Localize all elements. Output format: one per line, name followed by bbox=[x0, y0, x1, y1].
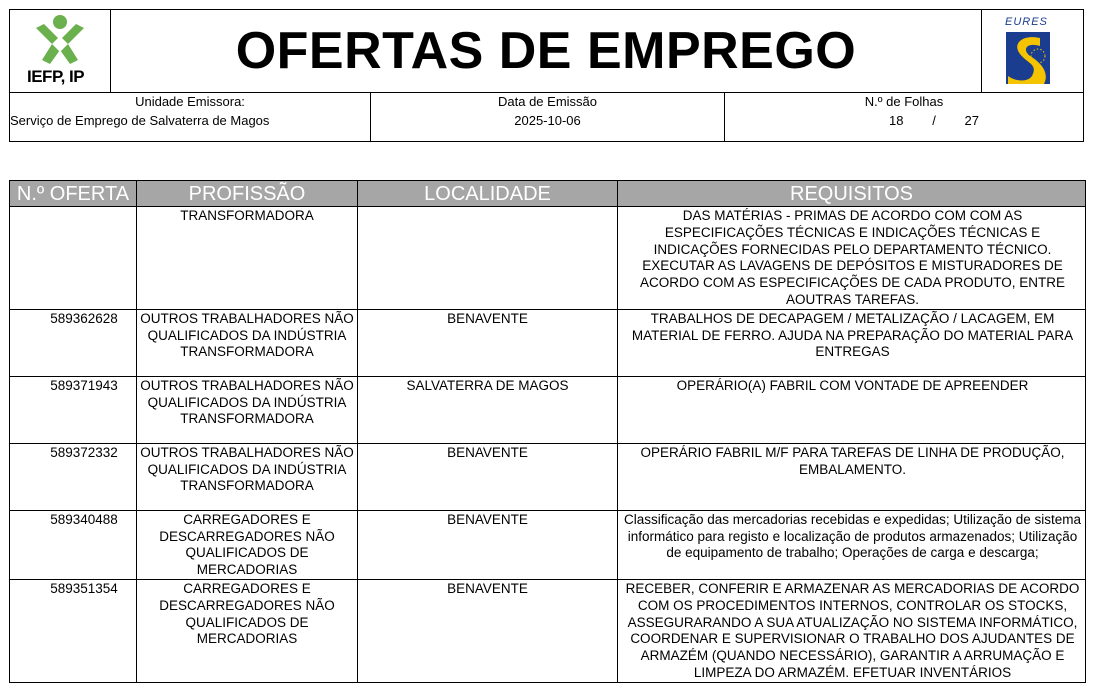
requisitos: DAS MATÉRIAS - PRIMAS DE ACORDO COM COM AS ESPECIFICAÇÕES TÉCNICAS E INDICAÇÕES TÉCNICAS E INDICAÇÕES FORNECIDAS PELO DEPARTAMENTO TÉCNICO. EXECUTAR AS LAVAGENS DE DEPÓSITOS E MISTURADORES DE ACORDO COM AS ESPECIFICAÇÕES DE CADA PRODUTO, ENTRE AOUTRAS TAREFAS. bbox=[618, 207, 1086, 310]
header-top-row bbox=[10, 10, 1083, 93]
folhas-separator: / bbox=[932, 113, 936, 128]
requisitos: OPERÁRIO FABRIL M/F PARA TAREFAS DE LINHA DE PRODUÇÃO, EMBALAMENTO. bbox=[618, 443, 1086, 510]
oferta-number: 589372332 bbox=[10, 443, 137, 510]
table-row bbox=[10, 579, 1086, 682]
requisitos: RECEBER, CONFERIR E ARMAZENAR AS MERCADORIAS DE ACORDO COM OS PROCEDIMENTOS INTERNOS, CONTROLAR OS STOCKS, ASSEGURARANDO A SUA ATUALIZAÇÃO NO SISTEMA INFORMÁTICO, COORDENAR E SUPERVISIONAR O TRABALHO DOS AJUDANTES DE ARMAZÉM (QUANDO NECESSÁRIO), GARANTIR A ARRUMAÇÃO E LIMPEZA DO ARMAZÉM. EFETUAR INVENTÁRIOS bbox=[618, 579, 1086, 682]
table-row bbox=[10, 309, 1086, 376]
column-header-requisitos: REQUISITOS bbox=[618, 181, 1086, 207]
localidade bbox=[358, 207, 618, 310]
localidade: BENAVENTE bbox=[358, 443, 618, 510]
eures-emblem-icon bbox=[1002, 30, 1054, 88]
folha-atual: 18 bbox=[889, 113, 904, 128]
profissao: OUTROS TRABALHADORES NÃO QUALIFICADOS DA INDÚSTRIA TRANSFORMADORA bbox=[137, 309, 358, 376]
table-row bbox=[10, 510, 1086, 579]
column-header-profissao: PROFISSÃO bbox=[137, 181, 358, 207]
table-row bbox=[10, 376, 1086, 443]
profissao: TRANSFORMADORA bbox=[137, 207, 358, 310]
oferta-number: 589340488 bbox=[10, 510, 137, 579]
table-row bbox=[10, 207, 1086, 310]
numero-folhas-value bbox=[725, 113, 1083, 128]
header-info-row bbox=[10, 93, 1083, 142]
localidade: BENAVENTE bbox=[358, 510, 618, 579]
table-row bbox=[10, 443, 1086, 510]
localidade: SALVATERRA DE MAGOS bbox=[358, 376, 618, 443]
iefp-logo-text: IEFP, IP bbox=[27, 67, 85, 86]
profissao: CARREGADORES E DESCARREGADORES NÃO QUALIFICADOS DE MERCADORIAS bbox=[137, 579, 358, 682]
data-emissao-label: Data de Emissão bbox=[498, 94, 597, 109]
data-emissao-value: 2025-10-06 bbox=[514, 113, 581, 128]
iefp-logo bbox=[10, 10, 111, 92]
requisitos: Classificação das mercadorias recebidas e expedidas; Utilização de sistema informático para registo e localização de produtos armazenados; Utilização de equipamento de trabalho; Operações de carga e descarga; bbox=[618, 510, 1086, 579]
oferta-number: 589351354 bbox=[10, 579, 137, 682]
eures-logo bbox=[981, 10, 1083, 92]
unidade-emissora-cell bbox=[10, 93, 371, 142]
numero-folhas-label: N.º de Folhas bbox=[864, 94, 944, 109]
column-header-localidade: LOCALIDADE bbox=[358, 181, 618, 207]
oferta-number: 589362628 bbox=[10, 309, 137, 376]
unidade-emissora-label: Unidade Emissora: bbox=[135, 94, 245, 109]
oferta-number: 589371943 bbox=[10, 376, 137, 443]
numero-folhas-cell bbox=[725, 93, 1083, 142]
oferta-number bbox=[10, 207, 137, 310]
document-header bbox=[9, 9, 1084, 142]
folhas-total: 27 bbox=[964, 113, 979, 128]
column-header-oferta: N.º OFERTA bbox=[10, 181, 137, 207]
iefp-emblem-icon bbox=[32, 14, 88, 66]
unidade-emissora-value: Serviço de Emprego de Salvaterra de Magos bbox=[10, 113, 270, 128]
profissao: OUTROS TRABALHADORES NÃO QUALIFICADOS DA INDÚSTRIA TRANSFORMADORA bbox=[137, 443, 358, 510]
job-offers-table bbox=[9, 180, 1086, 683]
page-title: OFERTAS DE EMPREGO bbox=[235, 22, 857, 80]
data-emissao-cell bbox=[371, 93, 725, 142]
profissao: OUTROS TRABALHADORES NÃO QUALIFICADOS DA INDÚSTRIA TRANSFORMADORA bbox=[137, 376, 358, 443]
table-header-row bbox=[10, 181, 1086, 207]
eures-logo-text: EURES bbox=[1005, 16, 1048, 28]
localidade: BENAVENTE bbox=[358, 579, 618, 682]
profissao: CARREGADORES E DESCARREGADORES NÃO QUALIFICADOS DE MERCADORIAS bbox=[137, 510, 358, 579]
requisitos: OPERÁRIO(A) FABRIL COM VONTADE DE APREENDER bbox=[618, 376, 1086, 443]
localidade: BENAVENTE bbox=[358, 309, 618, 376]
requisitos: TRABALHOS DE DECAPAGEM / METALIZAÇÃO / LACAGEM, EM MATERIAL DE FERRO. AJUDA NA PREPARAÇÃO DO MATERIAL PARA ENTREGAS bbox=[618, 309, 1086, 376]
